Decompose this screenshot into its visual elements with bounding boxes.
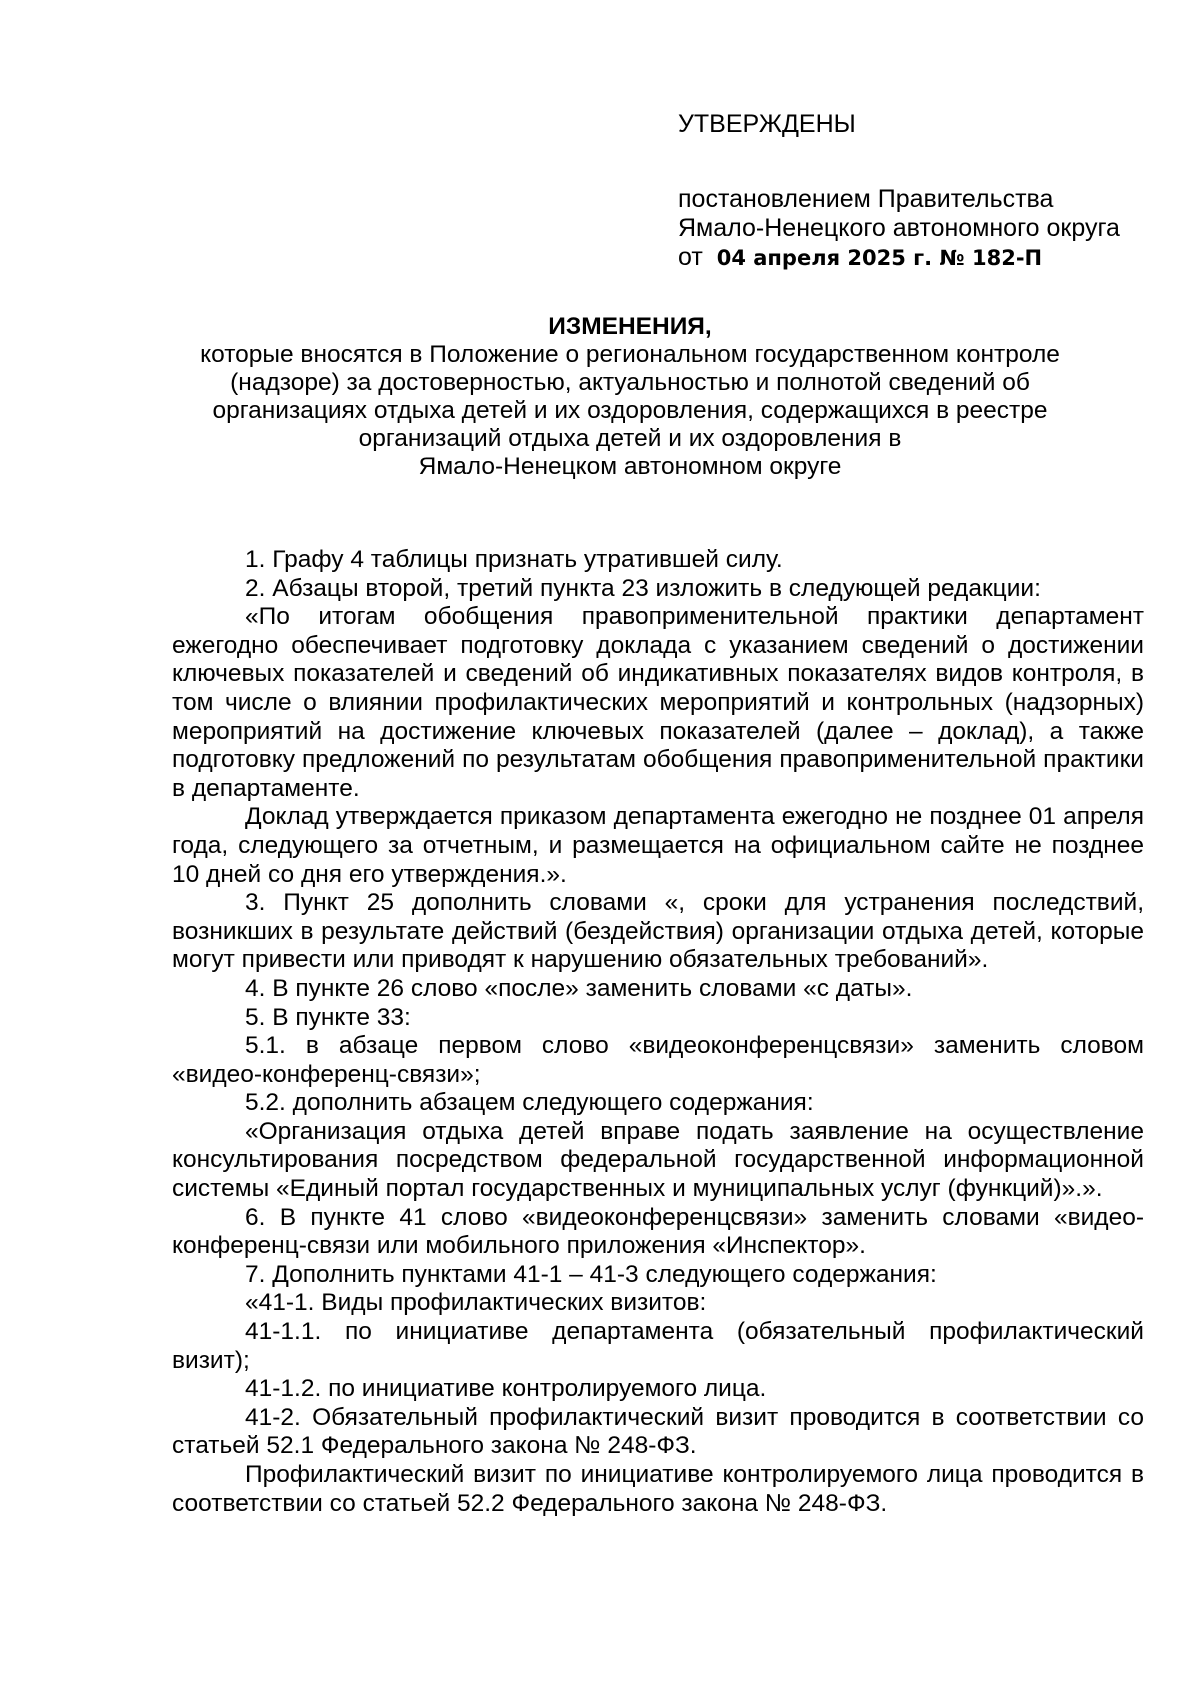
paragraph-4: Доклад утверждается приказом департамента ежегодно не позднее 01 апреля года, следующего за отчетным, и размещается на официальном сайте не позднее 10 дней со дня его утверждения.».: [172, 803, 1144, 888]
approval-date-prefix: от: [678, 243, 703, 271]
paragraph-15: 41-1.2. по инициативе контролируемого лица.: [245, 1375, 767, 1403]
approval-block: [678, 110, 1178, 273]
paragraph-6: 4. В пункте 26 слово «после» заменить словами «с даты».: [245, 974, 913, 1002]
title-subtitle: которые вносятся в Положение о региональном государственном контроле (надзоре) за достоверностью, актуальностью и полнотой сведений об организациях отдыха детей и их оздоровления, содержащихся в реестре организаций отдыха детей и их оздоровления в Ямало-Ненецком автономном округе: [200, 341, 1060, 480]
paragraph-17: Профилактический визит по инициативе контролируемого лица проводится в соответствии со статьей 52.2 Федерального закона № 248-ФЗ.: [172, 1461, 1144, 1517]
paragraph-14: 41-1.1. по инициативе департамента (обязательный профилактический визит);: [172, 1318, 1144, 1374]
paragraph-1: 1. Графу 4 таблицы признать утратившей силу.: [245, 546, 783, 573]
paragraph-12: 7. Дополнить пунктами 41-1 – 41-3 следующего содержания:: [245, 1260, 937, 1288]
paragraph-10: «Организация отдыха детей вправе подать заявление на осуществление консультирования посредством федеральной государственной информационной системы «Единый портал государственных и муниципальных услуг (функций)».».: [172, 1117, 1144, 1203]
title-heading: ИЗМЕНЕНИЯ,: [548, 313, 712, 340]
approval-date-line: [678, 243, 1178, 273]
approval-line-2: Ямало-Ненецкого автономного округа: [678, 214, 1120, 242]
paragraph-11: 6. В пункте 41 слово «видеоконференцсвязи» заменить словами «видео-конференц-связи или мобильного приложения «Инспектор».: [172, 1203, 1144, 1260]
paragraph-5: 3. Пункт 25 дополнить словами «, сроки для устранения последствий, возникших в результате действий (бездействия) организации отдыха детей, которые могут привести или приводят к нарушению обязательных требований».: [172, 889, 1144, 974]
paragraph-7: 5. В пункте 33:: [245, 1003, 411, 1031]
approval-line-1: постановлением Правительства: [678, 185, 1054, 213]
paragraph-8: 5.1. в абзаце первом слово «видеоконференцсвязи» заменить словом «видео-конференц-связи»;: [172, 1032, 1144, 1088]
paragraph-2: 2. Абзацы второй, третий пункта 23 изложить в следующей редакции:: [245, 574, 1041, 602]
paragraph-13: «41-1. Виды профилактических визитов:: [245, 1289, 707, 1317]
document-body: [172, 546, 1144, 1518]
paragraph-16: 41-2. Обязательный профилактический визит проводится в соответствии со статьей 52.1 Федерального закона № 248-ФЗ.: [172, 1403, 1144, 1460]
approval-date-value: 04 апреля 2025 г. № 182-П: [716, 246, 1043, 270]
paragraph-9: 5.2. дополнить абзацем следующего содержания:: [245, 1089, 814, 1117]
paragraph-3: «По итогам обобщения правоприменительной практики департамент ежегодно обеспечивает подготовку доклада с указанием сведений о достижении ключевых показателей и сведений об индикативных показателях видов контроля, в том числе о влиянии профилактических мероприятий и контрольных (надзорных) мероприятий на достижение ключевых показателей (далее – доклад), а также подготовку предложений по результатам обобщения правоприменительной практики в департаменте.: [172, 603, 1144, 802]
document-title: [170, 313, 1090, 481]
approval-stamp: УТВЕРЖДЕНЫ: [678, 110, 856, 138]
